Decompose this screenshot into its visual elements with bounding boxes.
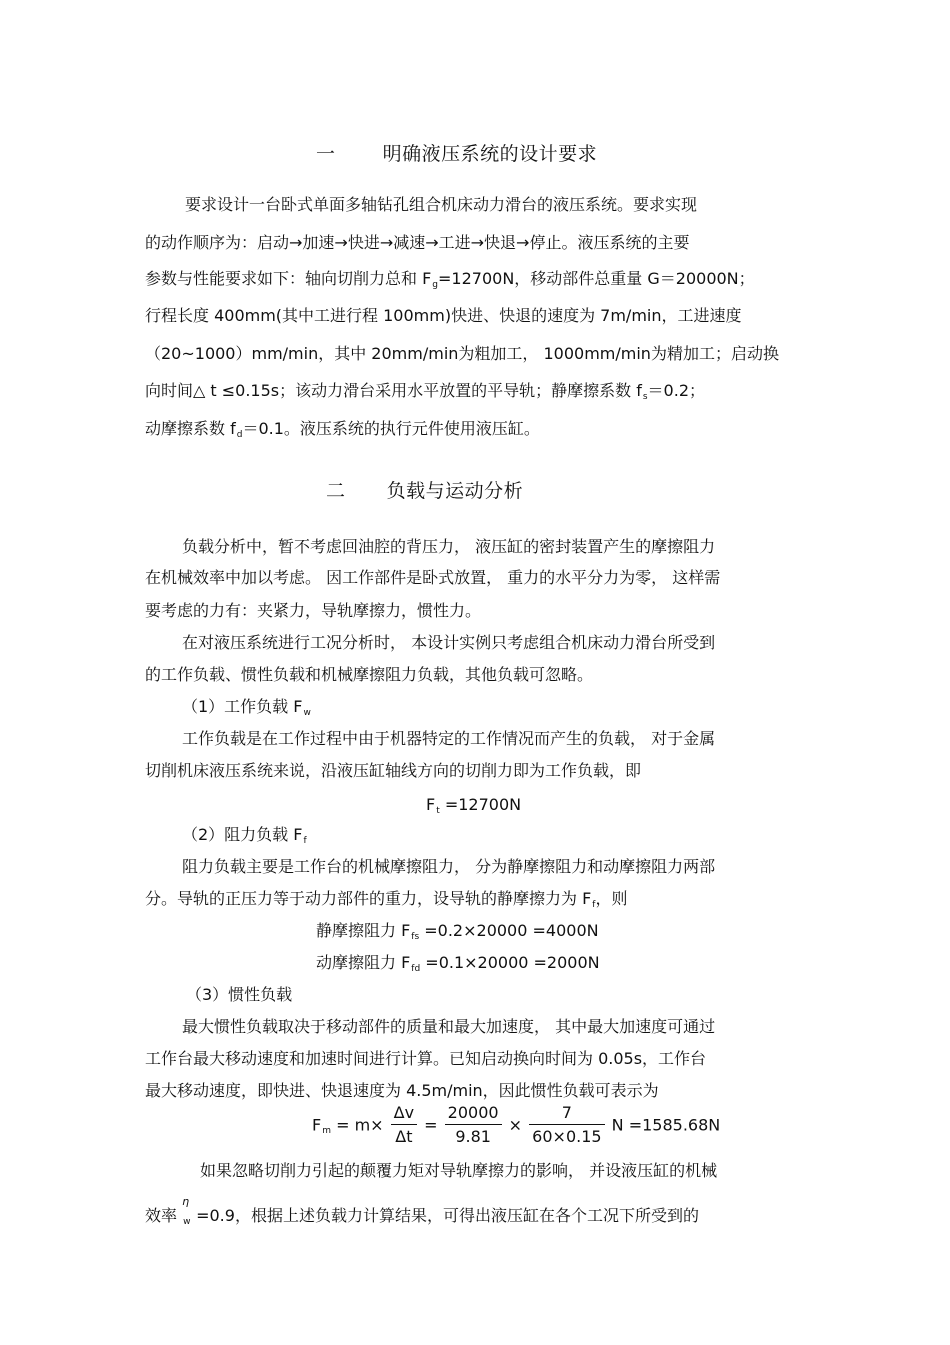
paragraph-line: 最大惯性负载取决于移动部件的质量和最大加速度， 其中最大加速度可通过: [182, 1017, 716, 1036]
paragraph-line: 的工作负载、惯性负载和机械摩擦阻力负载，其他负载可忽略。: [145, 665, 594, 684]
section-2-number: 二: [326, 480, 346, 502]
paragraph-line: 参数与性能要求如下：轴向切削力总和 $F_g=12700N$，移动部件总重量 G＝20000N；: [145, 269, 755, 290]
section-1-number: 一: [316, 143, 336, 165]
fraction: $\frac{\Delta v}{\Delta t}$: [391, 1104, 417, 1146]
paragraph-line: 效率 η $_w$ =0.9，根据上述负载力计算结果，可得出液压缸在各个工况下所受到的: [145, 1206, 699, 1232]
paragraph-line: 如果忽略切削力引起的颠覆力矩对导轨摩擦力的影响， 并设液压缸的机械: [200, 1161, 718, 1180]
paragraph-line: 切削机床液压系统来说，沿液压缸轴线方向的切削力即为工作负载，即: [145, 761, 642, 780]
fraction: $\frac{7}{60\times 0.15}$: [529, 1104, 604, 1146]
section-1-title: 明确液压系统的设计要求: [382, 143, 598, 165]
paragraph-line: 行程长度 400mm(其中工进行程 100mm)快进、快退的速度为 7m/min，工进速度: [145, 306, 742, 325]
equation: 静摩擦阻力 $F_{fs} =0.2\times 20000 =4000N$: [316, 921, 599, 942]
paragraph-line: 向时间△ t ≤0.15s；该动力滑台采用水平放置的平导轨；静摩擦系数 $f_s=0.2$；: [145, 381, 705, 402]
paragraph-line: 要求设计一台卧式单面多轴钻孔组合机床动力滑台的液压系统。要求实现: [185, 195, 698, 214]
paragraph-line: 工作台最大移动速度和加速时间进行计算。已知启动换向时间为 0.05s，工作台: [145, 1049, 707, 1068]
section-2-heading: [326, 479, 523, 503]
paragraph-line: 阻力负载主要是工作台的机械摩擦阻力， 分为静摩擦阻力和动摩擦阻力两部: [182, 857, 716, 876]
paragraph-line: 分。导轨的正压力等于动力部件的重力，设导轨的静摩擦力为 $F_f$，则: [145, 889, 628, 910]
paragraph-line: 的动作顺序为：启动→加速→快进→减速→工进→快退→停止。液压系统的主要: [145, 233, 690, 252]
equation: $F_t =12700N$: [426, 795, 522, 816]
paragraph-line: 最大移动速度，即快进、快退速度为 4.5m/min，因此惯性负载可表示为: [145, 1081, 659, 1100]
paragraph-line: 在对液压系统进行工况分析时， 本设计实例只考虑组合机床动力滑台所受到: [182, 633, 716, 652]
section-2-title: 负载与运动分析: [386, 480, 524, 502]
paragraph-line: 在机械效率中加以考虑。 因工作部件是卧式放置， 重力的水平分力为零， 这样需: [145, 568, 721, 587]
fraction: $\frac{20000}{9.81}$: [445, 1104, 502, 1146]
subsection-heading: （2）阻力负载 $F_f$: [182, 825, 307, 846]
paragraph-line: 要考虑的力有：夹紧力，导轨摩擦力，惯性力。: [145, 601, 482, 620]
inertia-equation: $F_m = m\times$ $\frac{\Delta v}{\Delta t}$ = $\frac{20000}{9.81}$ × $\frac{7}{60\times 0.15}$ N =1585.68N: [312, 1103, 721, 1146]
eta-symbol: η: [182, 1195, 190, 1208]
paragraph-line: 动摩擦系数 $f_d=0.1$。液压系统的执行元件使用液压缸。: [145, 419, 540, 440]
equation: 动摩擦阻力 $F_{fd} =0.1\times 20000 =2000N$: [316, 953, 600, 974]
subsection-heading: （3）惯性负载: [186, 985, 293, 1004]
section-1-heading: [316, 142, 597, 166]
paragraph-line: 工作负载是在工作过程中由于机器特定的工作情况而产生的负载， 对于金属: [182, 729, 716, 748]
paragraph-line: （20~1000）mm/min，其中 20mm/min为粗加工， 1000mm/min为精加工；启动换: [145, 344, 779, 363]
paragraph-line: 负载分析中，暂不考虑回油腔的背压力， 液压缸的密封装置产生的摩擦阻力: [182, 537, 716, 556]
subsection-heading: （1）工作负载 $F_w$: [182, 697, 311, 718]
